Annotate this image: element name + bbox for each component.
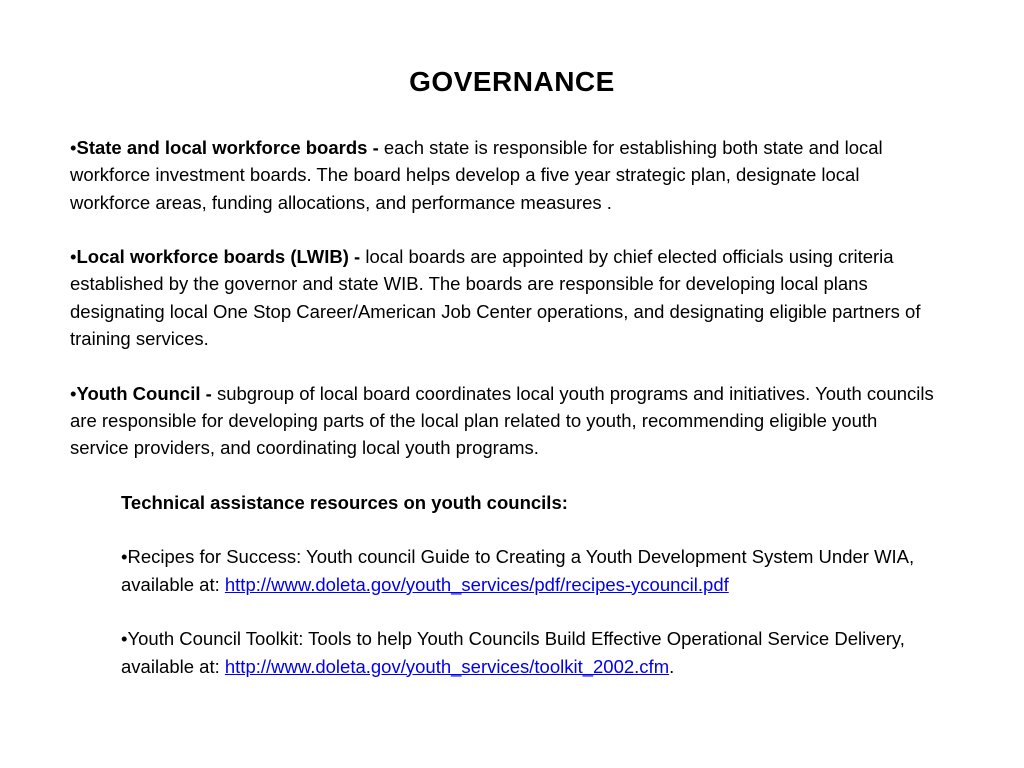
section-youth-council [70,380,940,462]
slide-title: GOVERNANCE [409,66,615,97]
resources-heading: Technical assistance resources on youth councils: [121,491,568,513]
resource-text: Recipes for Success: Youth council Guide to Creating a Youth Development System Under WIA, available at: [121,546,915,595]
resource-link-recipes[interactable]: http://www.doleta.gov/youth_services/pdf/recipes-ycouncil.pdf [224,573,729,595]
section-heading: Local workforce boards (LWIB) - [76,246,366,268]
section-heading: State and local workforce boards - [76,137,384,158]
bullet: • [70,137,77,158]
slide-body [70,134,940,707]
bullet: • [70,382,77,404]
section-state-local-boards [70,134,940,216]
bullet: • [121,546,128,568]
resource-text: Youth Council Toolkit: Tools to help Youth Councils Build Effective Operational Service Delivery, available at: [121,628,905,677]
bullet: • [121,628,128,650]
section-heading: Youth Council - [76,382,217,404]
resource-item-recipes [121,543,941,598]
section-text: each state is responsible for establishing both state and local workforce investment boards. The board helps develop a five year strategic plan, designate local workforce areas, funding allocations, and performance measures . [70,137,883,213]
resource-item-toolkit [121,625,941,680]
section-local-boards [70,243,940,352]
resource-suffix: . [669,655,675,677]
section-text: local boards are appointed by chief elected officials using criteria established by the governor and state WIB. The boards are responsible for developing local plans designating local One Stop Career/American Job Center operations, and designating eligible partners of training services. [70,246,921,350]
resource-link-toolkit[interactable]: http://www.doleta.gov/youth_services/toolkit_2002.cfm [224,655,670,677]
section-text: subgroup of local board coordinates local youth programs and initiatives. Youth councils are responsible for developing parts of the local plan related to youth, recommending eligible youth service providers, and coordinating local youth programs. [70,382,934,459]
bullet: • [70,246,77,268]
